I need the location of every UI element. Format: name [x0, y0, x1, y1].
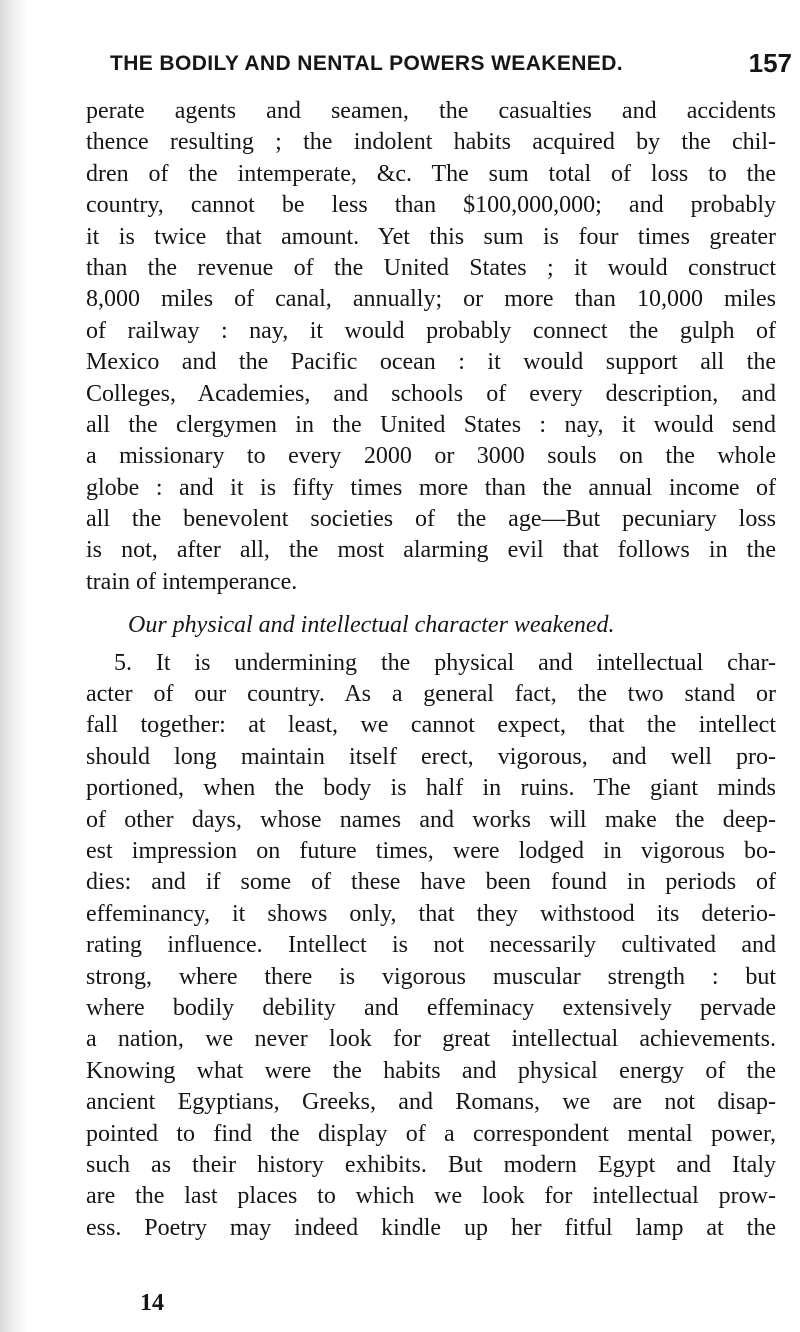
- text-line: it is twice that amount. Yet this sum is four times greater: [86, 223, 776, 250]
- text-line: perate agents and seamen, the casualties and accidents: [86, 98, 776, 124]
- text-line: Colleges, Academies, and schools of every description, and: [86, 380, 776, 407]
- running-head: [110, 48, 798, 86]
- text-line: 5. It is undermining the physical and intellectual char-: [114, 649, 776, 676]
- text-line: dren of the intemperate, &c. The sum total of loss to the: [86, 160, 776, 187]
- text-line: of other days, whose names and works will make the deep-: [86, 806, 776, 833]
- text-line: where bodily debility and effeminacy extensively pervade: [86, 994, 776, 1021]
- text-line: effeminancy, it shows only, that they withstood its deterio-: [86, 900, 776, 927]
- text-line: thence resulting ; the indolent habits acquired by the chil-: [86, 129, 776, 156]
- paragraph-intellectual-character: [86, 648, 776, 1244]
- text-line: is not, after all, the most alarming evil that follows in the: [86, 537, 776, 564]
- text-line: Mexico and the Pacific ocean : it would support all the: [86, 349, 776, 376]
- binding-shadow: [0, 0, 28, 1332]
- section-heading: Our physical and intellectual character weakened.: [128, 612, 615, 639]
- text-line: all the clergymen in the United States : nay, it would send: [86, 411, 776, 438]
- text-line: are the last places to which we look for intellectual prow-: [86, 1183, 776, 1210]
- running-title: THE BODILY AND NENTAL POWERS WEAKENED.: [110, 52, 624, 75]
- text-line: should long maintain itself erect, vigorous, and well pro-: [86, 743, 776, 770]
- text-line: such as their history exhibits. But modern Egypt and Italy: [86, 1151, 776, 1178]
- text-line: ancient Egyptians, Greeks, and Romans, we are not disap-: [86, 1089, 776, 1116]
- text-line: of railway : nay, it would probably connect the gulph of: [86, 317, 776, 344]
- page-number: 157: [748, 48, 792, 78]
- text-line: portioned, when the body is half in ruins. The giant minds: [86, 775, 776, 802]
- text-line: a nation, we never look for great intellectual achievements.: [86, 1026, 776, 1053]
- signature-mark: 14: [140, 1290, 164, 1316]
- text-line: globe : and it is fifty times more than the annual income of: [86, 474, 776, 501]
- text-line: rating influence. Intellect is not necessarily cultivated and: [86, 932, 776, 959]
- body-text: [86, 96, 776, 1244]
- text-line: est impression on future times, were lodged in vigorous bo-: [86, 837, 776, 864]
- text-line: acter of our country. As a general fact, the two stand or: [86, 681, 776, 708]
- text-line: fall together: at least, we cannot expect, that the intellect: [86, 712, 776, 739]
- text-line: strong, where there is vigorous muscular strength : but: [86, 963, 776, 990]
- text-line: a missionary to every 2000 or 3000 souls on the whole: [86, 443, 776, 470]
- text-line: pointed to find the display of a correspondent mental power,: [86, 1120, 776, 1147]
- text-line: country, cannot be less than $100,000,000; and probably: [86, 192, 776, 219]
- text-line: dies: and if some of these have been found in periods of: [86, 869, 776, 896]
- text-line: 8,000 miles of canal, annually; or more than 10,000 miles: [86, 286, 776, 313]
- text-line: train of intemperance.: [86, 568, 298, 595]
- paragraph-cost-of-intemperance: [86, 96, 776, 598]
- text-line: than the revenue of the United States ; it would construct: [86, 254, 776, 281]
- text-line: Knowing what were the habits and physical energy of the: [86, 1057, 776, 1084]
- text-line: all the benevolent societies of the age—But pecuniary loss: [86, 506, 776, 533]
- text-line: ess. Poetry may indeed kindle up her fitful lamp at the: [86, 1214, 776, 1241]
